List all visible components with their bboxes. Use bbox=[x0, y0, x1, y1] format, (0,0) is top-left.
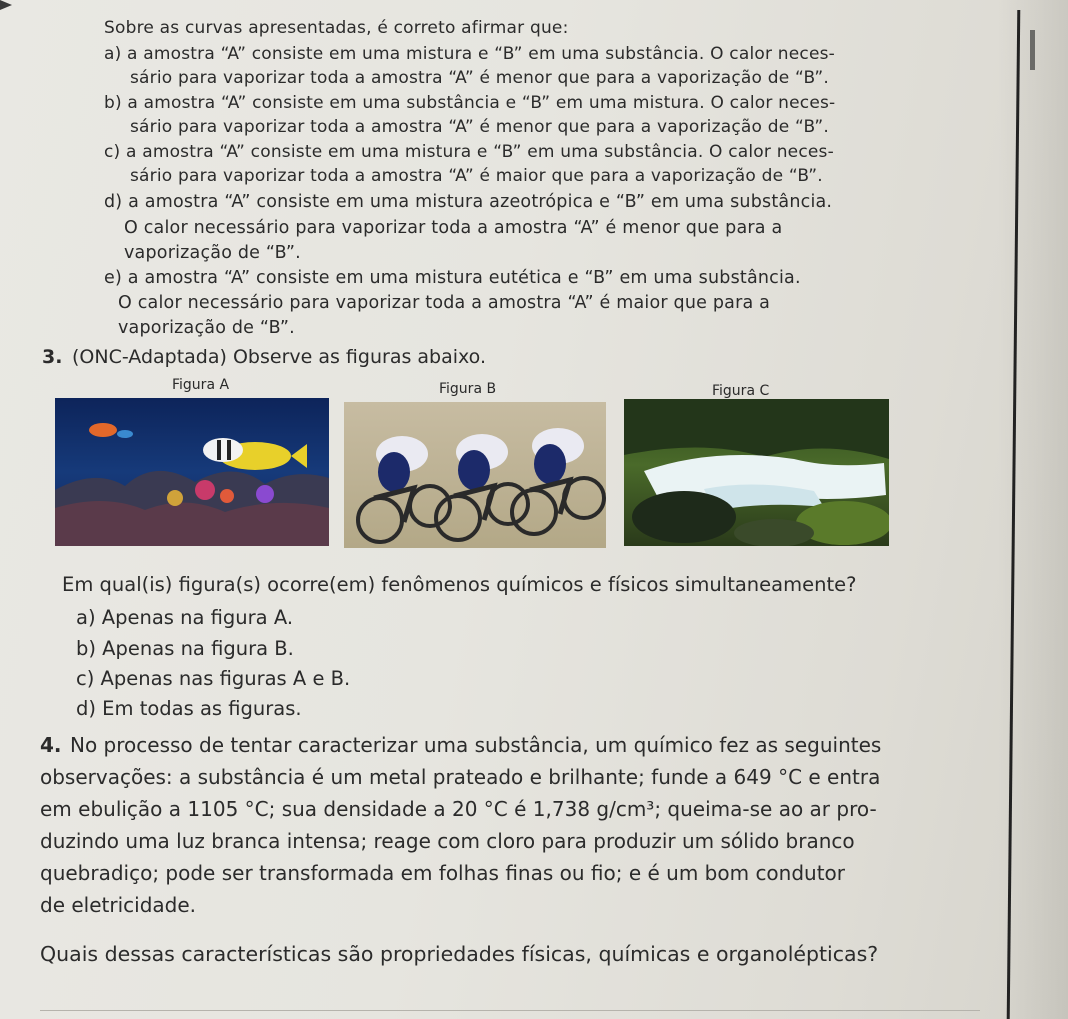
figure-a-label: Figura A bbox=[172, 377, 230, 393]
q3-question: Em qual(is) figura(s) ocorre(em) fenômenos químicos e físicos simultaneamente? bbox=[62, 573, 857, 596]
q4-line-1: No processo de tentar caracterizar uma substância, um químico fez as seguintes bbox=[70, 733, 882, 757]
figure-c-image bbox=[624, 399, 889, 546]
q2-option-e-line2: O calor necessário para vaporizar toda a amostra “A” é maior que para a bbox=[118, 293, 771, 313]
figure-b-image bbox=[344, 402, 606, 548]
figure-b-label: Figura B bbox=[439, 381, 497, 397]
q3-option-d: d) Em todas as figuras. bbox=[76, 697, 302, 720]
q3-option-b: b) Apenas na figura B. bbox=[76, 637, 294, 660]
q2-intro: Sobre as curvas apresentadas, é correto afirmar que: bbox=[104, 18, 569, 38]
q4-number: 4. bbox=[40, 733, 62, 757]
q2-option-b-line2: sário para vaporizar toda a amostra “A” é menor que para a vaporização de “B”. bbox=[130, 117, 829, 137]
q4-question: Quais dessas características são propriedades físicas, químicas e organolépticas? bbox=[40, 942, 879, 966]
q3-stem: (ONC-Adaptada) Observe as figuras abaixo. bbox=[72, 346, 487, 368]
q3-number: 3. bbox=[42, 346, 63, 368]
q4-line-2: observações: a substância é um metal prateado e brilhante; funde a 649 °C e entra bbox=[40, 765, 881, 789]
q3-option-c: c) Apenas nas figuras A e B. bbox=[76, 667, 351, 690]
q4-line-4: duzindo uma luz branca intensa; reage com cloro para produzir um sólido branco bbox=[40, 829, 855, 853]
figure-a-image bbox=[55, 398, 329, 546]
corner-mark-icon bbox=[0, 0, 12, 10]
q2-option-e-line1: e) a amostra “A” consiste em uma mistura eutética e “B” em uma substância. bbox=[104, 268, 801, 288]
q2-option-b-line1: b) a amostra “A” consiste em uma substância e “B” em uma mistura. O calor neces- bbox=[104, 93, 836, 113]
q2-option-e-line3: vaporização de “B”. bbox=[118, 318, 295, 338]
q2-option-a-line2: sário para vaporizar toda a amostra “A” é menor que para a vaporização de “B”. bbox=[130, 68, 829, 88]
figure-c-label: Figura C bbox=[712, 383, 770, 399]
q2-option-d-line2: O calor necessário para vaporizar toda a amostra “A” é menor que para a bbox=[124, 218, 783, 238]
q2-option-c-line2: sário para vaporizar toda a amostra “A” é maior que para a vaporização de “B”. bbox=[130, 166, 823, 186]
q4-line-3: em ebulição a 1105 °C; sua densidade a 20 °C é 1,738 g/cm³; queima-se ao ar pro- bbox=[40, 797, 877, 821]
q2-option-d-line3: vaporização de “B”. bbox=[124, 243, 301, 263]
q2-option-d-line1: d) a amostra “A” consiste em uma mistura azeotrópica e “B” em uma substância. bbox=[104, 192, 833, 212]
page-edge-mark bbox=[1030, 30, 1035, 70]
answer-line bbox=[40, 1010, 980, 1011]
q2-option-a-line1: a) a amostra “A” consiste em uma mistura e “B” em uma substância. O calor neces- bbox=[104, 44, 835, 64]
q4-line-5: quebradiço; pode ser transformada em folhas finas ou fio; e é um bom condutor bbox=[40, 861, 846, 885]
q4-line-6: de eletricidade. bbox=[40, 893, 197, 917]
q2-option-c-line1: c) a amostra “A” consiste em uma mistura e “B” em uma substância. O calor neces- bbox=[104, 142, 834, 162]
q3-option-a: a) Apenas na figura A. bbox=[76, 606, 294, 629]
